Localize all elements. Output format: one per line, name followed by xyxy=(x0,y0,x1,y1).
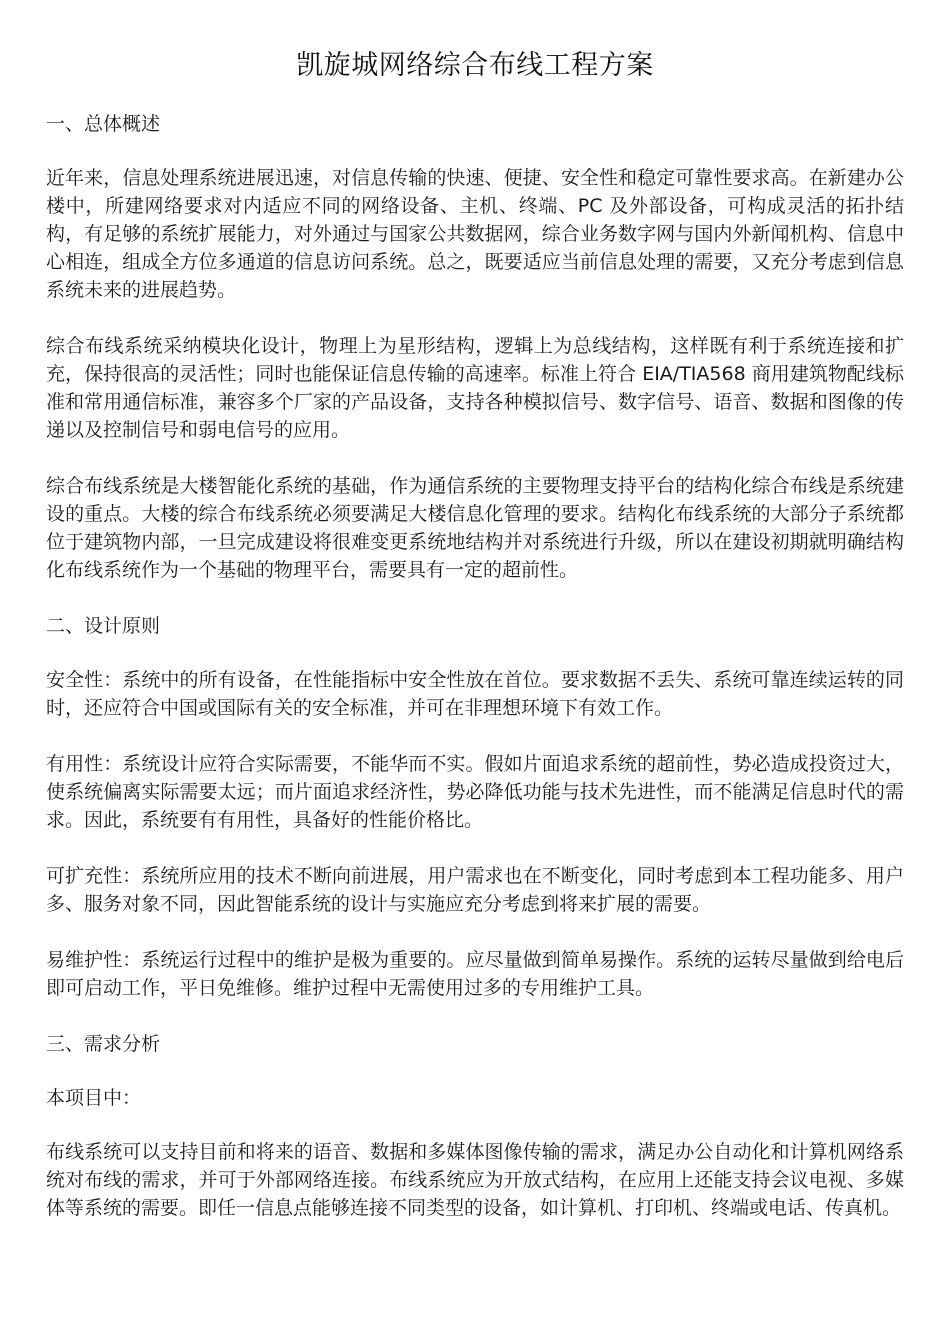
section-heading-requirements: 三、需求分析 xyxy=(46,1033,161,1055)
paragraph: 近年来，信息处理系统进展迅速，对信息传输的快速、便捷、安全性和稳定可靠性要求高。在新建办公楼中，所建网络要求对内适应不同的网络设备、主机、终端、PC 及外部设备，可构成灵活的拓扑结构，有足够的系统扩展能力，对外通过与国家公共数据网，综合业务数字网与国内外新闻机构、信息中心相连，组成全方位多通道的信息访问系统。总之，既要适应当前信息处理的需要，又充分考虑到信息系统未来的进展趋势。 xyxy=(46,167,904,301)
paragraph: 安全性：系统中的所有设备，在性能指标中安全性放在首位。要求数据不丢失、系统可靠连续运转的同时，还应符合中国或国际有关的安全标准，并可在非理想环境下有效工作。 xyxy=(46,669,904,719)
paragraph: 综合布线系统是大楼智能化系统的基础，作为通信系统的主要物理支持平台的结构化综合布线是系统建设的重点。大楼的综合布线系统必须要满足大楼信息化管理的要求。结构化布线系统的大部分子系统都位于建筑物内部，一旦完成建设将很难变更系统地结构并对系统进行升级，所以在建设初期就明确结构化布线系统作为一个基础的物理平台，需要具有一定的超前性。 xyxy=(46,475,904,581)
paragraph: 可扩充性：系统所应用的技术不断向前进展，用户需求也在不断变化，同时考虑到本工程功能多、用户多、服务对象不同，因此智能系统的设计与实施应充分考虑到将来扩展的需要。 xyxy=(46,865,904,915)
paragraph: 有用性：系统设计应符合实际需要，不能华而不实。假如片面追求系统的超前性，势必造成投资过大，使系统偏离实际需要太远；而片面追求经济性，势必降低功能与技术先进性，而不能满足信息时代的需求。因此，系统要有有用性，具备好的性能价格比。 xyxy=(46,753,904,831)
paragraph: 布线系统可以支持目前和将来的语音、数据和多媒体图像传输的需求，满足办公自动化和计算机网络系统对布线的需求，并可于外部网络连接。布线系统应为开放式结构，在应用上还能支持会议电视、多媒体等系统的需要。即任一信息点能够连接不同类型的设备，如计算机、打印机、终端或电话、传真机。 xyxy=(46,1141,904,1219)
document-title: 凯旋城网络综合布线工程方案 xyxy=(296,50,654,81)
section-heading-design-principles: 二、设计原则 xyxy=(46,615,161,637)
section-lead: 本项目中： xyxy=(46,1087,142,1109)
paragraph: 易维护性：系统运行过程中的维护是极为重要的。应尽量做到简单易操作。系统的运转尽量做到给电后即可启动工作，平日免维修。维护过程中无需使用过多的专用维护工具。 xyxy=(46,949,904,999)
paragraph: 综合布线系统采纳模块化设计，物理上为星形结构，逻辑上为总线结构，这样既有利于系统连接和扩充，保持很高的灵活性；同时也能保证信息传输的高速率。标准上符合 EIA/TIA568 商用建筑物配线标准和常用通信标准，兼容多个厂家的产品设备，支持各种模拟信号、数字信号、语音、数据和图像的传递以及控制信号和弱电信号的应用。 xyxy=(46,335,904,441)
section-heading-overview: 一、总体概述 xyxy=(46,113,161,135)
